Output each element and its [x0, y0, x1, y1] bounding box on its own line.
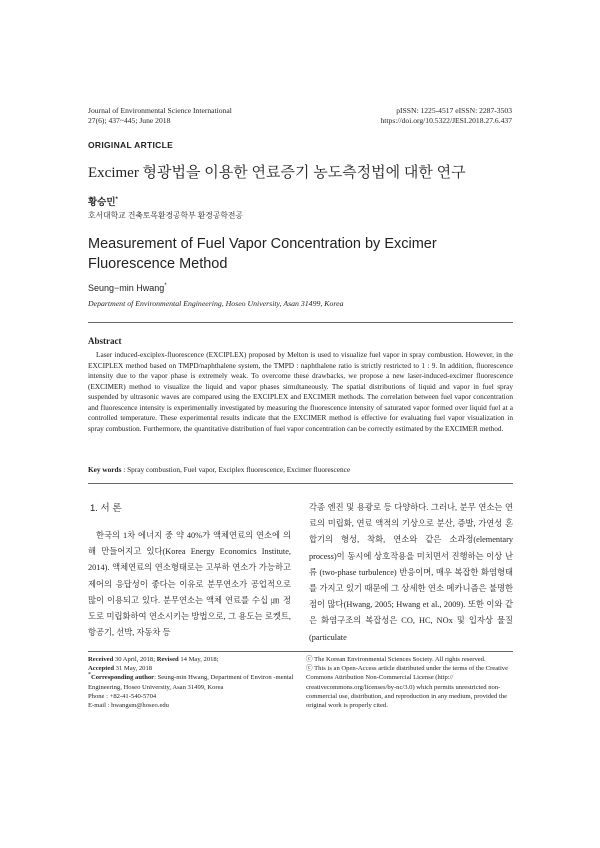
abstract-heading: Abstract — [88, 336, 122, 346]
doi: https://doi.org/10.5322/JESI.2018.27.6.437 — [380, 116, 512, 125]
korean-affiliation: 호서대학교 건축토목환경공학부 환경공학전공 — [88, 211, 243, 220]
accepted-label: Accepted — [88, 665, 114, 673]
korean-author-name: 황승민 — [88, 197, 116, 208]
body-column-right: 각종 엔진 및 용광로 등 다양하다. 그러나, 분무 연소는 연료의 미립화, 연료 액적의 기상으로 분산, 증발, 가연성 혼합기의 형성, 착화, 연소와 같은 소과정(elementary process)이 동시에 상호작용을 미치면서 진행하는 이상 난류 (two-phase turbulence) 반응이며, 매우 복잡한 화염형태를 가지고 있기 때문에 그 상세한 연소 메카니즘은 불명한 점이 많다(Hwang, 2005; Hwang et al., 2009). 또한 이와 같은 화염구조의 복잡성은 CO, HC, NOx 및 입자상 물질(particulate — [309, 503, 513, 642]
divider — [88, 651, 513, 652]
english-author-name: Seung−min Hwang — [88, 283, 165, 293]
accepted-date: 31 May, 2018 — [114, 665, 153, 673]
body-column-left: 한국의 1차 에너지 중 약 40%가 액체연료의 연소에 의해 만들어지고 있다(Korea Energy Economics Institute, 2014). 액체연료의 연소형태로는 고부하 연소가 가능하고 제어의 응답성이 좋다는 이유로 분무연소가 공업적으로 많이 이용되고 있다. 분무연소는 액체 연료를 수십 ㎛ 정도로 미립화하여 연소시키는 방법으로, 그 용도는 로켓트, 항공기, 선박, 자동차 등 — [88, 531, 291, 638]
korean-author — [88, 194, 118, 208]
dates-line — [88, 655, 298, 664]
corresponding-author — [88, 673, 298, 691]
english-affiliation: Department of Environmental Engineering, Hoseo University, Asan 31499, Korea — [88, 299, 344, 308]
phone: Phone : +82-41-540-5704 — [88, 692, 157, 700]
footer-dates-contact — [88, 655, 298, 710]
email: E-mail : hwangsm@hoseo.edu — [88, 702, 169, 710]
copyright: ⓒ The Korean Environmental Sciences Society. All rights reserved. — [306, 656, 486, 663]
english-title: Measurement of Fuel Vapor Concentration by Excimer Fluorescence Method — [88, 236, 437, 272]
received-date: 30 April, 2018; — [113, 656, 157, 663]
keywords-text: : Spray combustion, Fuel vapor, Exciplex fluorescence, Excimer fluorescence — [121, 465, 351, 474]
keywords-label: Key words — [88, 465, 122, 474]
corr-mark: * — [88, 672, 91, 679]
accepted-line — [88, 664, 298, 673]
keywords — [88, 465, 513, 474]
issn: pISSN: 1225-4517 eISSN: 2287-3503 — [396, 106, 512, 115]
corr-label: Corresponding author — [91, 674, 155, 682]
author-mark: * — [115, 196, 118, 203]
english-author — [88, 283, 167, 293]
journal-issue: 27(6); 437~445; June 2018 — [88, 116, 171, 125]
article-type: ORIGINAL ARTICLE — [88, 140, 174, 150]
footer-license — [306, 655, 518, 710]
section-heading: 1. 서 론 — [90, 503, 122, 514]
license-text: ⓒ This is an Open-Access article distributed under the terms of the Creative Commons Attribution Non-Commercial License (http:// creativecommons.org/licenses/by-nc/3.0) which permits unrestricted non-commercial use, distribution, and reproduction in any medium, provided the original work is properly cited. — [306, 665, 509, 710]
journal-name: Journal of Environmental Science International — [88, 106, 232, 115]
corr-text: : Seung-min Hwang, Department of Environ -mental Engineering, Hoseo University, Asan 31499, Korea — [88, 674, 294, 691]
author-mark: * — [164, 283, 167, 289]
journal-info — [88, 106, 232, 126]
divider — [88, 322, 513, 323]
received-label: Received — [88, 656, 114, 663]
abstract-body: Laser induced-exciplex-fluorescence (EXCIPLEX) proposed by Melton is used to visualize fuel vapor in spray combustion. However, in the EXCIPLEX method based on TMPD/naphthalene system, the TMPD : naphthalene ratio is strictly restricted to 1 : 9. In addition, fluorescence intensity due to the vapor phase is extremely weak. To overcome these drawbacks, we propose a new laser-induced-excimer fluorescence (EXCIMER) method to visualize the liquid and vapor phases simultaneously. The spatial distributions of liquid and vapor in fuel spray suspended by ultrasonic waves are compared using the EXCIPLEX and EXCIMER methods. The correlation between fuel vapor concentration and fluorescence intensity is experimentally investigated by measuring the fluorescence intensity of saturated vapor formed over liquid fuel at a controlled temperature. These experimental results indicate that the EXCIMER method is effective for evaluating fuel vapor visualization in spray combustion. Furthermore, the quantitative distribution of fuel vapor concentration can be correctly estimated by the EXCIMER method. — [88, 350, 513, 433]
journal-identifiers — [381, 106, 513, 126]
divider — [88, 483, 513, 484]
revised-label: Revised — [156, 656, 179, 663]
revised-date: 14 May, 2018; — [178, 656, 219, 663]
korean-title: Excimer 형광법을 이용한 연료증기 농도측정법에 대한 연구 — [88, 165, 466, 181]
